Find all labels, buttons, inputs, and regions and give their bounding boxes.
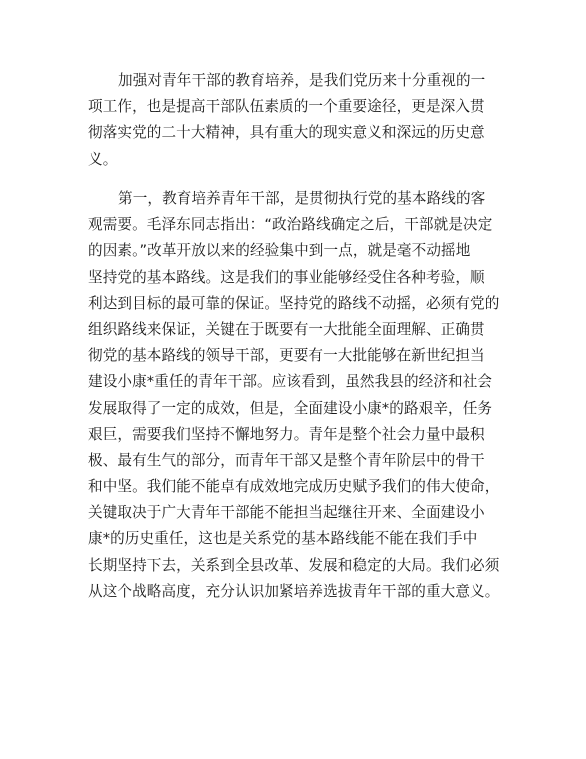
paragraph-line: 长期坚持下去，关系到全县改革、发展和稳定的大局。我们必须 <box>88 556 500 574</box>
paragraph-line: 艰巨，需要我们坚持不懈地努力。青年是整个社会力量中最积 <box>88 425 485 443</box>
paragraph-line: 关键取决于广大青年干部能不能担当起继往开来、全面建设小 <box>88 504 485 522</box>
paragraph-line: 康*的历史重任，这也是关系党的基本路线能不能在我们手中 <box>88 530 478 548</box>
paragraph-line: 坚持党的基本路线。这是我们的事业能够经受住各种考验，顺 <box>88 268 485 286</box>
paragraph-intro <box>88 68 498 173</box>
paragraph-line: 组织路线来保证，关键在于既要有一大批能全面理解、正确贯 <box>88 320 485 338</box>
paragraph-line: 观需要。毛泽东同志指出：“政治路线确定之后，干部就是决定 <box>88 216 493 234</box>
paragraph-first-point <box>88 186 498 605</box>
paragraph-line: 从这个战略高度，充分认识加紧培养选拔青年干部的重大意义。 <box>88 582 500 600</box>
paragraph-line: 利达到目标的最可靠的保证。坚持党的路线不动摇，必须有党的 <box>88 294 500 312</box>
paragraph-line: 义。 <box>88 150 118 168</box>
paragraph-line: 加强对青年干部的教育培养，是我们党历来十分重视的一 <box>118 72 486 89</box>
paragraph-line: 第一，教育培养青年干部，是贯彻执行党的基本路线的客 <box>118 190 486 207</box>
paragraph-line: 发展取得了一定的成效，但是，全面建设小康*的路艰辛，任务 <box>88 399 493 417</box>
paragraph-line: 建设小康*重任的青年干部。应该看到，虽然我县的经济和社会 <box>88 373 493 391</box>
paragraph-line: 的因素。”改革开放以来的经验集中到一点，就是毫不动摇地 <box>88 242 471 260</box>
paragraph-line: 极、最有生气的部分，而青年干部又是整个青年阶层中的骨干 <box>88 451 485 469</box>
paragraph-line: 彻党的基本路线的领导干部，更要有一大批能够在新世纪担当 <box>88 347 485 365</box>
paragraph-line: 彻落实党的二十大精神，具有重大的现实意义和深远的历史意 <box>88 124 485 142</box>
paragraph-line: 项工作，也是提高干部队伍素质的一个重要途径，更是深入贯 <box>88 98 485 116</box>
paragraph-line: 和中坚。我们能不能卓有成效地完成历史赋予我们的伟大使命， <box>88 478 500 496</box>
